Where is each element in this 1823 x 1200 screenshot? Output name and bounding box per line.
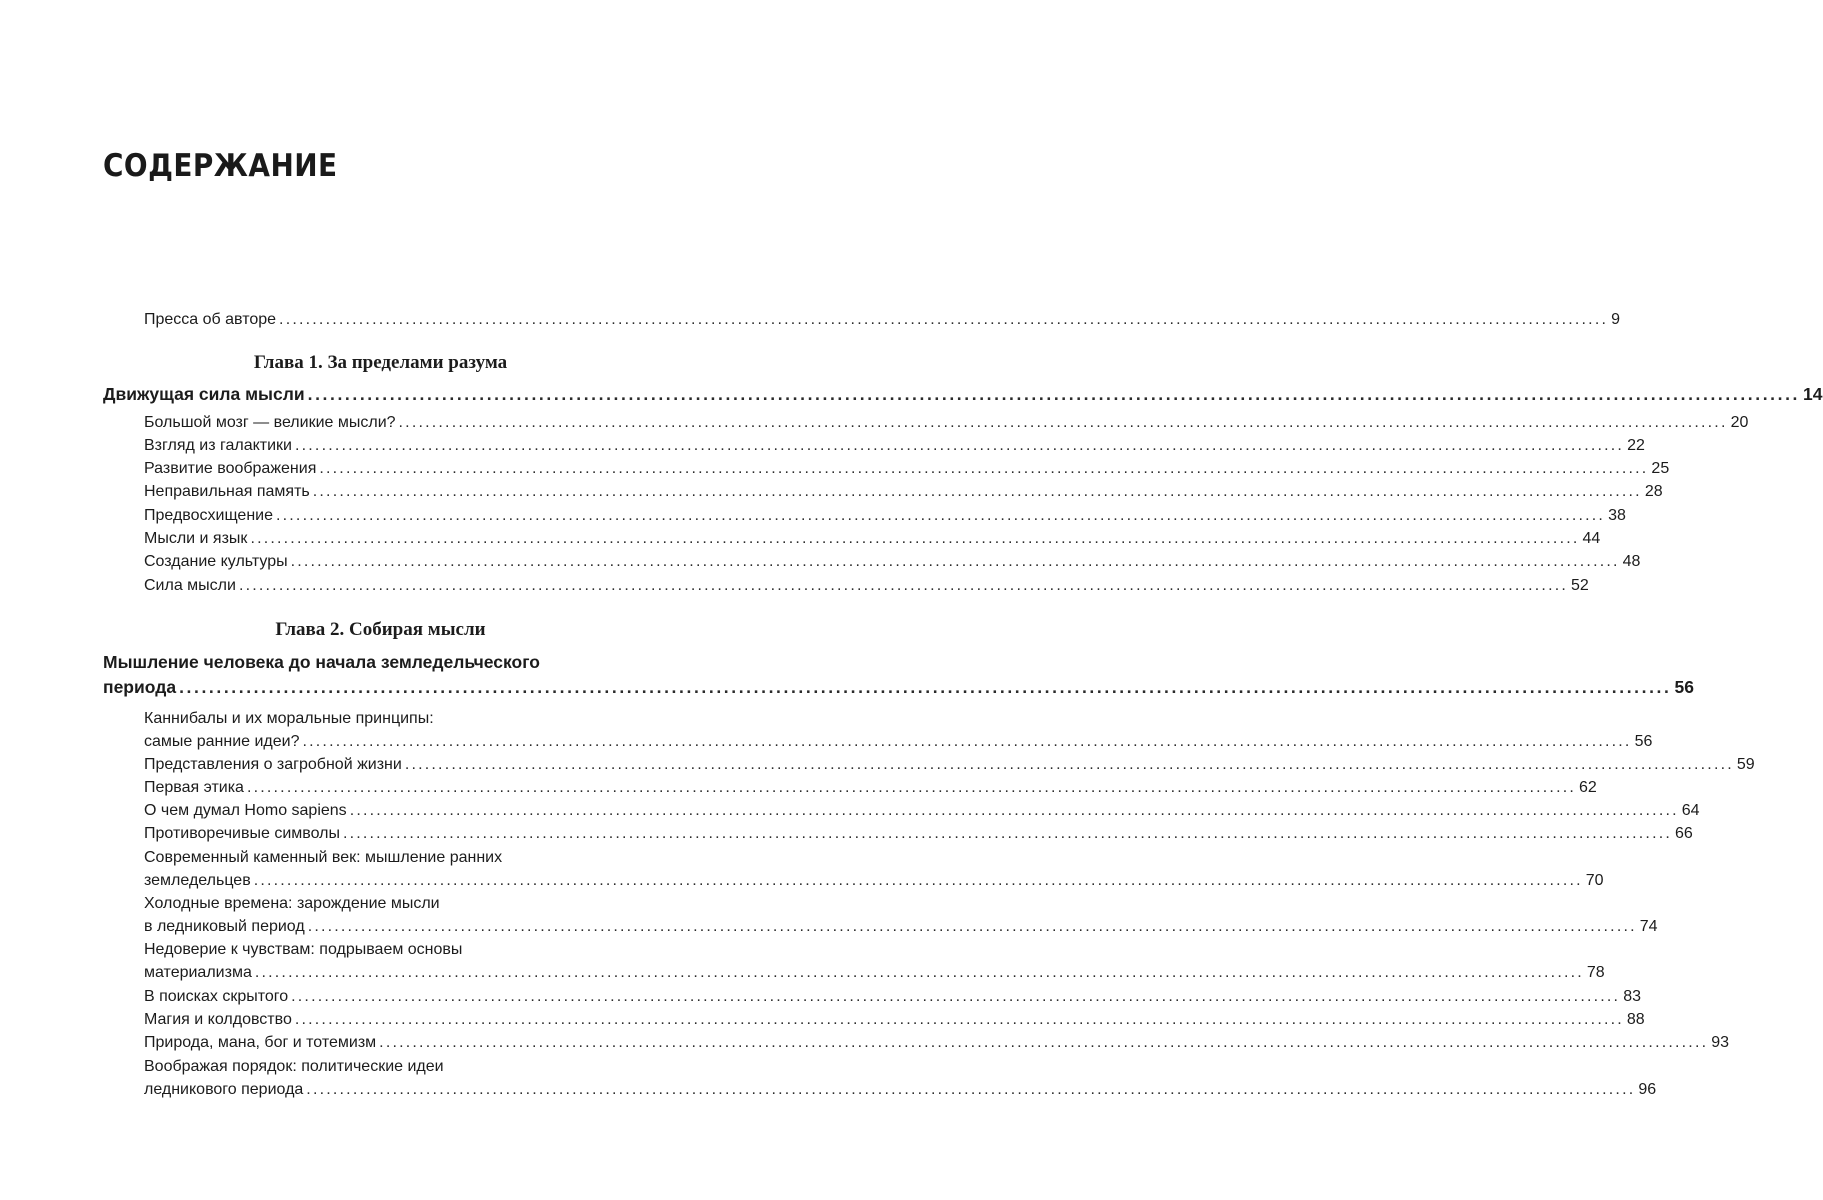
page-title: СОДЕРЖАНИЕ (103, 148, 338, 184)
toc-entry-title: Природа, мана, бог и тотемизм (144, 1034, 377, 1051)
dot-leader: ........................................................................................................................................................................................................ (342, 825, 1673, 842)
toc-entry[interactable] (144, 527, 1601, 550)
toc-page-number: 66 (1675, 825, 1693, 842)
toc-entry-title-line1: Воображая порядок: политические идеи (144, 1058, 444, 1075)
toc-entry[interactable] (144, 938, 1605, 984)
toc-entry[interactable] (144, 504, 1626, 527)
toc-section-title-line1: Мышление человека до начала земледельческого (103, 652, 540, 672)
toc-entry-title: Создание культуры (144, 553, 288, 570)
toc-page-number: 59 (1736, 756, 1755, 773)
toc-page-number: 74 (1639, 918, 1658, 935)
toc-entry-title: Большой мозг — великие мысли? (144, 414, 396, 431)
toc-entry[interactable] (144, 434, 1645, 457)
toc-page-number: 28 (1644, 483, 1663, 500)
toc-page-number: 56 (1674, 677, 1694, 697)
dot-leader: ........................................................................................................................................................................................................ (254, 964, 1584, 981)
toc-entry-title: О чем думал Homo sapiens (144, 802, 347, 819)
dot-leader: ........................................................................................................................................................................................................ (279, 311, 1609, 328)
toc-entry[interactable] (144, 574, 1589, 597)
toc-entry-title: в ледниковый период (144, 918, 305, 935)
toc-page-number: 14 (1803, 384, 1823, 404)
toc-entry-title: Мысли и язык (144, 530, 248, 547)
toc-entry[interactable] (144, 822, 1693, 845)
toc-entry-title: Пресса об авторе (144, 311, 277, 328)
dot-leader: ........................................................................................................................................................................................................ (307, 384, 1801, 404)
dot-leader: ........................................................................................................................................................................................................ (295, 437, 1625, 454)
toc-entry-press[interactable] (144, 308, 1621, 331)
toc-entry[interactable] (144, 1055, 1657, 1101)
toc-page-number: 22 (1627, 437, 1645, 454)
toc-entry[interactable] (144, 480, 1663, 503)
toc-section-title: периода (103, 677, 177, 697)
dot-leader: ........................................................................................................................................................................................................ (349, 802, 1679, 819)
toc-entry[interactable] (144, 892, 1658, 938)
toc-entry-title: Представления о загробной жизни (144, 756, 402, 773)
toc-page-number: 93 (1711, 1034, 1730, 1051)
toc-page-number: 88 (1626, 1011, 1645, 1028)
toc-entry-title-line1: Современный каменный век: мышление ранних (144, 849, 503, 866)
toc-page-number: 52 (1571, 577, 1589, 594)
toc-entry-title-line1: Каннибалы и их моральные принципы: (144, 710, 434, 727)
toc-entry[interactable] (144, 457, 1670, 480)
toc-entry[interactable] (144, 707, 1653, 753)
dot-leader: ........................................................................................................................................................................................................ (290, 553, 1620, 570)
toc-section-title: Движущая сила мысли (103, 384, 305, 404)
toc-section-1[interactable] (103, 382, 1823, 407)
toc-entry[interactable] (144, 776, 1597, 799)
dot-leader: ........................................................................................................................................................................................................ (294, 1011, 1624, 1028)
toc-entry-title: Развитие воображения (144, 460, 317, 477)
toc-entry-title: Взгляд из галактики (144, 437, 292, 454)
chapter-heading-2: Глава 2. Собирая мысли (275, 619, 486, 640)
toc-page-number: 48 (1622, 553, 1641, 570)
toc-page-number: 64 (1681, 802, 1700, 819)
toc-entry-title: материализма (144, 964, 252, 981)
toc-entry[interactable] (144, 411, 1749, 434)
toc-entry-title-line1: Холодные времена: зарождение мысли (144, 895, 440, 912)
toc-entry-title: Первая этика (144, 779, 244, 796)
toc-entry[interactable] (144, 1008, 1645, 1031)
toc-page-number: 38 (1608, 507, 1626, 524)
dot-leader: ........................................................................................................................................................................................................ (319, 460, 1649, 477)
dot-leader: ........................................................................................................................................................................................................ (246, 779, 1577, 796)
toc-entry[interactable] (144, 985, 1641, 1008)
toc-entry-title: Магия и колдовство (144, 1011, 292, 1028)
toc-entry[interactable] (144, 550, 1641, 573)
dot-leader: ........................................................................................................................................................................................................ (238, 577, 1569, 594)
toc-page-number: 44 (1582, 530, 1601, 547)
toc-section-2[interactable] (103, 650, 1694, 700)
dot-leader: ........................................................................................................................................................................................................ (306, 1081, 1636, 1098)
toc-entry[interactable] (144, 753, 1755, 776)
toc-entry-title: В поисках скрытого (144, 988, 289, 1005)
dot-leader: ........................................................................................................................................................................................................ (276, 507, 1606, 524)
chapter-heading-1: Глава 1. За пределами разума (253, 352, 508, 373)
toc-page-number: 20 (1730, 414, 1749, 431)
dot-leader: ........................................................................................................................................................................................................ (253, 872, 1583, 889)
dot-leader: ........................................................................................................................................................................................................ (404, 756, 1734, 773)
toc-page-number: 83 (1623, 988, 1641, 1005)
dot-leader: ........................................................................................................................................................................................................ (398, 414, 1728, 431)
toc-entry-title: земледельцев (144, 872, 251, 889)
toc-entry-title: самые ранние идеи? (144, 733, 300, 750)
toc-page-number: 62 (1579, 779, 1597, 796)
dot-leader: ........................................................................................................................................................................................................ (291, 988, 1621, 1005)
toc-entry-title: Неправильная память (144, 483, 310, 500)
toc-entry-title: Сила мысли (144, 577, 236, 594)
toc-page-number: 56 (1634, 733, 1653, 750)
toc-entry[interactable] (144, 846, 1604, 892)
toc-entry[interactable] (144, 799, 1700, 822)
toc-page-number: 96 (1638, 1081, 1657, 1098)
toc-entry-title: Предвосхищение (144, 507, 273, 524)
toc-page-number: 9 (1611, 311, 1621, 328)
toc-page-number: 25 (1651, 460, 1670, 477)
toc-entry-title: Противоречивые символы (144, 825, 340, 842)
dot-leader: ........................................................................................................................................................................................................ (302, 733, 1632, 750)
toc-entry-title-line1: Недоверие к чувствам: подрываем основы (144, 941, 463, 958)
dot-leader: ........................................................................................................................................................................................................ (307, 918, 1637, 935)
toc-entry-title: ледникового периода (144, 1081, 304, 1098)
dot-leader: ........................................................................................................................................................................................................ (312, 483, 1642, 500)
toc-page-number: 78 (1586, 964, 1605, 981)
dot-leader: ........................................................................................................................................................................................................ (250, 530, 1580, 547)
toc-page-number: 70 (1585, 872, 1604, 889)
dot-leader: ........................................................................................................................................................................................................ (379, 1034, 1709, 1051)
dot-leader: ........................................................................................................................................................................................................ (179, 677, 1672, 697)
toc-entry[interactable] (144, 1031, 1730, 1054)
